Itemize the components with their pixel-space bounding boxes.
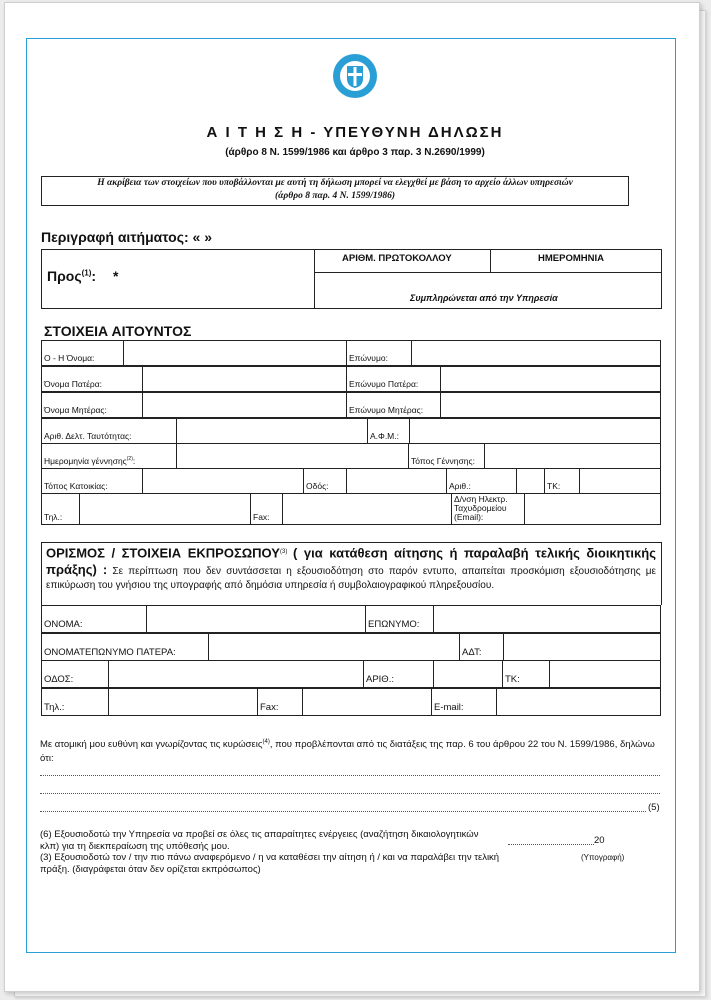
first-name-field[interactable] xyxy=(124,341,347,366)
table-row xyxy=(42,634,661,661)
declaration-text: Με ατομική μου ευθύνη και γνωρίζοντας τις κυρώσεις$^{(4)}$, που προβλέπονται από τις διατάξεις της παρ. 6 του άρθρου 22 του Ν. 1599/1986, δηλώνω ότι: xyxy=(40,739,655,765)
table-row xyxy=(42,661,661,688)
representative-heading: ΟΡΙΣΜΟΣ / ΣΤΟΙΧΕΙΑ ΕΚΠΡΟΣΩΠΟΥ$^{(3)}$ ( για κατάθεση αίτησης ή παραλαβή τελικής διοικητικής πράξης) : Σε περίπτωση που δεν συντάσσεται η εξουσιοδότηση στο παρόν εντυπο, απαιτείται προσκόμιση εξουσιοδότησης με επικύρωση του γνήσιου της υπογραφής από δημόσια υπηρεσία ή συμβολαιογραφικού πληρεξουσίου. xyxy=(46,545,657,592)
rep-phone-label: Τηλ.: xyxy=(42,689,109,716)
rep-phone-field[interactable] xyxy=(109,689,258,716)
phone-label: Τηλ.: xyxy=(42,494,80,525)
representative-table xyxy=(41,605,661,633)
first-name-label: Ο - Η Όνομα: xyxy=(42,341,124,366)
representative-table-2 xyxy=(41,633,661,661)
rep-number-label: ΑΡΙΘ.: xyxy=(364,661,434,688)
applicant-table-3 xyxy=(41,392,661,418)
rep-name-field[interactable] xyxy=(147,606,366,633)
father-name-label: Όνομα Πατέρα: xyxy=(42,367,143,392)
email-field[interactable] xyxy=(525,494,661,525)
father-name-field[interactable] xyxy=(143,367,347,392)
postal-code-label: ΤΚ: xyxy=(545,469,580,494)
rep-fax-field[interactable] xyxy=(303,689,432,716)
applicant-table xyxy=(41,340,661,366)
notice-line-2: (άρθρο 8 παρ. 4 Ν. 1599/1986) xyxy=(274,191,395,201)
mother-name-field[interactable] xyxy=(143,393,347,418)
last-name-field[interactable] xyxy=(412,341,661,366)
applicant-table-5 xyxy=(41,443,661,469)
birth-place-field[interactable] xyxy=(485,444,661,469)
table-row xyxy=(42,689,661,716)
birth-date-field[interactable] xyxy=(177,444,409,469)
applicant-table-4 xyxy=(41,418,661,444)
number-label: Αριθ.: xyxy=(447,469,517,494)
rep-name-label: ΟΝΟΜΑ: xyxy=(42,606,147,633)
protocol-date-divider xyxy=(490,249,491,273)
declaration-line-3[interactable] xyxy=(40,811,646,812)
applicant-section-title: ΣΤΟΙΧΕΙΑ ΑΙΤΟΥΝΤΟΣ xyxy=(44,323,192,339)
rep-number-field[interactable] xyxy=(434,661,503,688)
phone-field[interactable] xyxy=(80,494,251,525)
accuracy-notice xyxy=(41,176,629,206)
id-number-label: Αριθ. Δελτ. Ταυτότητας: xyxy=(42,419,177,444)
notice-line-1: Η ακρίβεια των στοιχείων που υποβάλλονται με αυτή τη δήλωση μπορεί να ελεγχθεί με βάση το αρχείο άλλων υπηρεσιών xyxy=(97,178,573,188)
table-row xyxy=(42,341,661,366)
representative-table-3 xyxy=(41,660,661,688)
rep-father-label: ΟΝΟΜΑΤΕΠΩΝΥΜΟ ΠΑΤΕΡΑ: xyxy=(42,634,209,661)
mother-surname-label: Επώνυμο Μητέρας: xyxy=(347,393,441,418)
footnote-ref-5: (5) xyxy=(648,802,660,813)
table-row xyxy=(42,419,661,444)
email-label: Δ/νση Ηλεκτρ. Ταχυδρομείου (Email): xyxy=(452,494,525,525)
date-field[interactable] xyxy=(508,844,594,845)
authorization-note-6: (6) Εξουσιοδοτώ την Υπηρεσία να προβεί σε όλες τις απαραίτητες ενέργειες (αναζήτηση δικαιολογητικών κλπ) για τη διεκπεραίωση της υπόθεσής μου. xyxy=(40,829,479,852)
residence-label: Τόπος Κατοικίας: xyxy=(42,469,143,494)
protocol-divider xyxy=(315,272,661,273)
tax-id-field[interactable] xyxy=(410,419,661,444)
fax-label: Fax: xyxy=(251,494,283,525)
table-row xyxy=(42,606,661,633)
declaration-line-2[interactable] xyxy=(40,793,660,794)
rep-adt-label: ΑΔΤ: xyxy=(460,634,504,661)
recipient-label: Προς$^{(1)}$: xyxy=(47,268,97,284)
date-label: ΗΜΕΡΟΜΗΝΙΑ xyxy=(538,253,604,264)
request-description-label: Περιγραφή αιτήματος: « » xyxy=(41,229,212,245)
street-field[interactable] xyxy=(347,469,447,494)
form-title: Α Ι Τ Η Σ Η - ΥΠΕΥΘΥΝΗ ΔΗΛΩΣΗ xyxy=(206,124,504,141)
protocol-number-label: ΑΡΙΘΜ. ΠΡΩΤΟΚΟΛΛΟΥ xyxy=(342,253,452,264)
table-row xyxy=(42,444,661,469)
greek-emblem-icon xyxy=(331,52,379,100)
table-row xyxy=(42,494,661,525)
postal-code-field[interactable] xyxy=(580,469,661,494)
rep-postal-field[interactable] xyxy=(550,661,661,688)
authorization-note-3: (3) Εξουσιοδοτώ τον / την πιο πάνω αναφερόμενο / η να καταθέσει την αίτηση ή / και να παραλάβει την τελική πράξη. (διαγράφεται όταν δεν ορίζεται εκπρόσωπος) xyxy=(40,852,500,875)
rep-surname-label: ΕΠΩΝΥΜΟ: xyxy=(366,606,434,633)
last-name-label: Επώνυμο: xyxy=(347,341,412,366)
father-surname-label: Επώνυμο Πατέρα: xyxy=(347,367,441,392)
street-label: Οδός: xyxy=(304,469,347,494)
rep-father-field[interactable] xyxy=(209,634,460,661)
table-row xyxy=(42,367,661,392)
applicant-table-6 xyxy=(41,468,661,494)
rep-street-label: ΟΔΟΣ: xyxy=(42,661,109,688)
rep-postal-label: ΤΚ: xyxy=(503,661,550,688)
form-subtitle: (άρθρο 8 Ν. 1599/1986 και άρθρο 3 παρ. 3 Ν.2690/1999) xyxy=(225,147,485,158)
rep-email-field[interactable] xyxy=(497,689,661,716)
rep-adt-field[interactable] xyxy=(504,634,661,661)
fax-field[interactable] xyxy=(283,494,452,525)
number-field[interactable] xyxy=(517,469,545,494)
applicant-table-7 xyxy=(41,493,661,525)
rep-fax-label: Fax: xyxy=(258,689,303,716)
birth-place-label: Τόπος Γέννησης: xyxy=(409,444,485,469)
recipient-divider xyxy=(314,249,315,308)
table-row xyxy=(42,393,661,418)
table-row xyxy=(42,469,661,494)
filled-by-service-note: Συμπληρώνεται από την Υπηρεσία xyxy=(410,293,558,303)
signature-label: (Υπογραφή) xyxy=(581,853,625,862)
date-year-prefix: 20 xyxy=(594,835,605,846)
birth-date-label: Ημερομηνία γέννησης$^{(2)}$: xyxy=(42,444,177,469)
rep-street-field[interactable] xyxy=(109,661,364,688)
applicant-table-2 xyxy=(41,366,661,392)
tax-id-label: Α.Φ.Μ.: xyxy=(368,419,410,444)
representative-table-4 xyxy=(41,688,661,716)
rep-surname-field[interactable] xyxy=(434,606,661,633)
residence-field[interactable] xyxy=(143,469,304,494)
mother-name-label: Όνομα Μητέρας: xyxy=(42,393,143,418)
mother-surname-field[interactable] xyxy=(441,393,661,418)
declaration-line-1[interactable] xyxy=(40,775,660,776)
id-number-field[interactable] xyxy=(177,419,368,444)
rep-email-label: E-mail: xyxy=(432,689,497,716)
recipient-value[interactable]: * xyxy=(113,268,119,284)
father-surname-field[interactable] xyxy=(441,367,661,392)
